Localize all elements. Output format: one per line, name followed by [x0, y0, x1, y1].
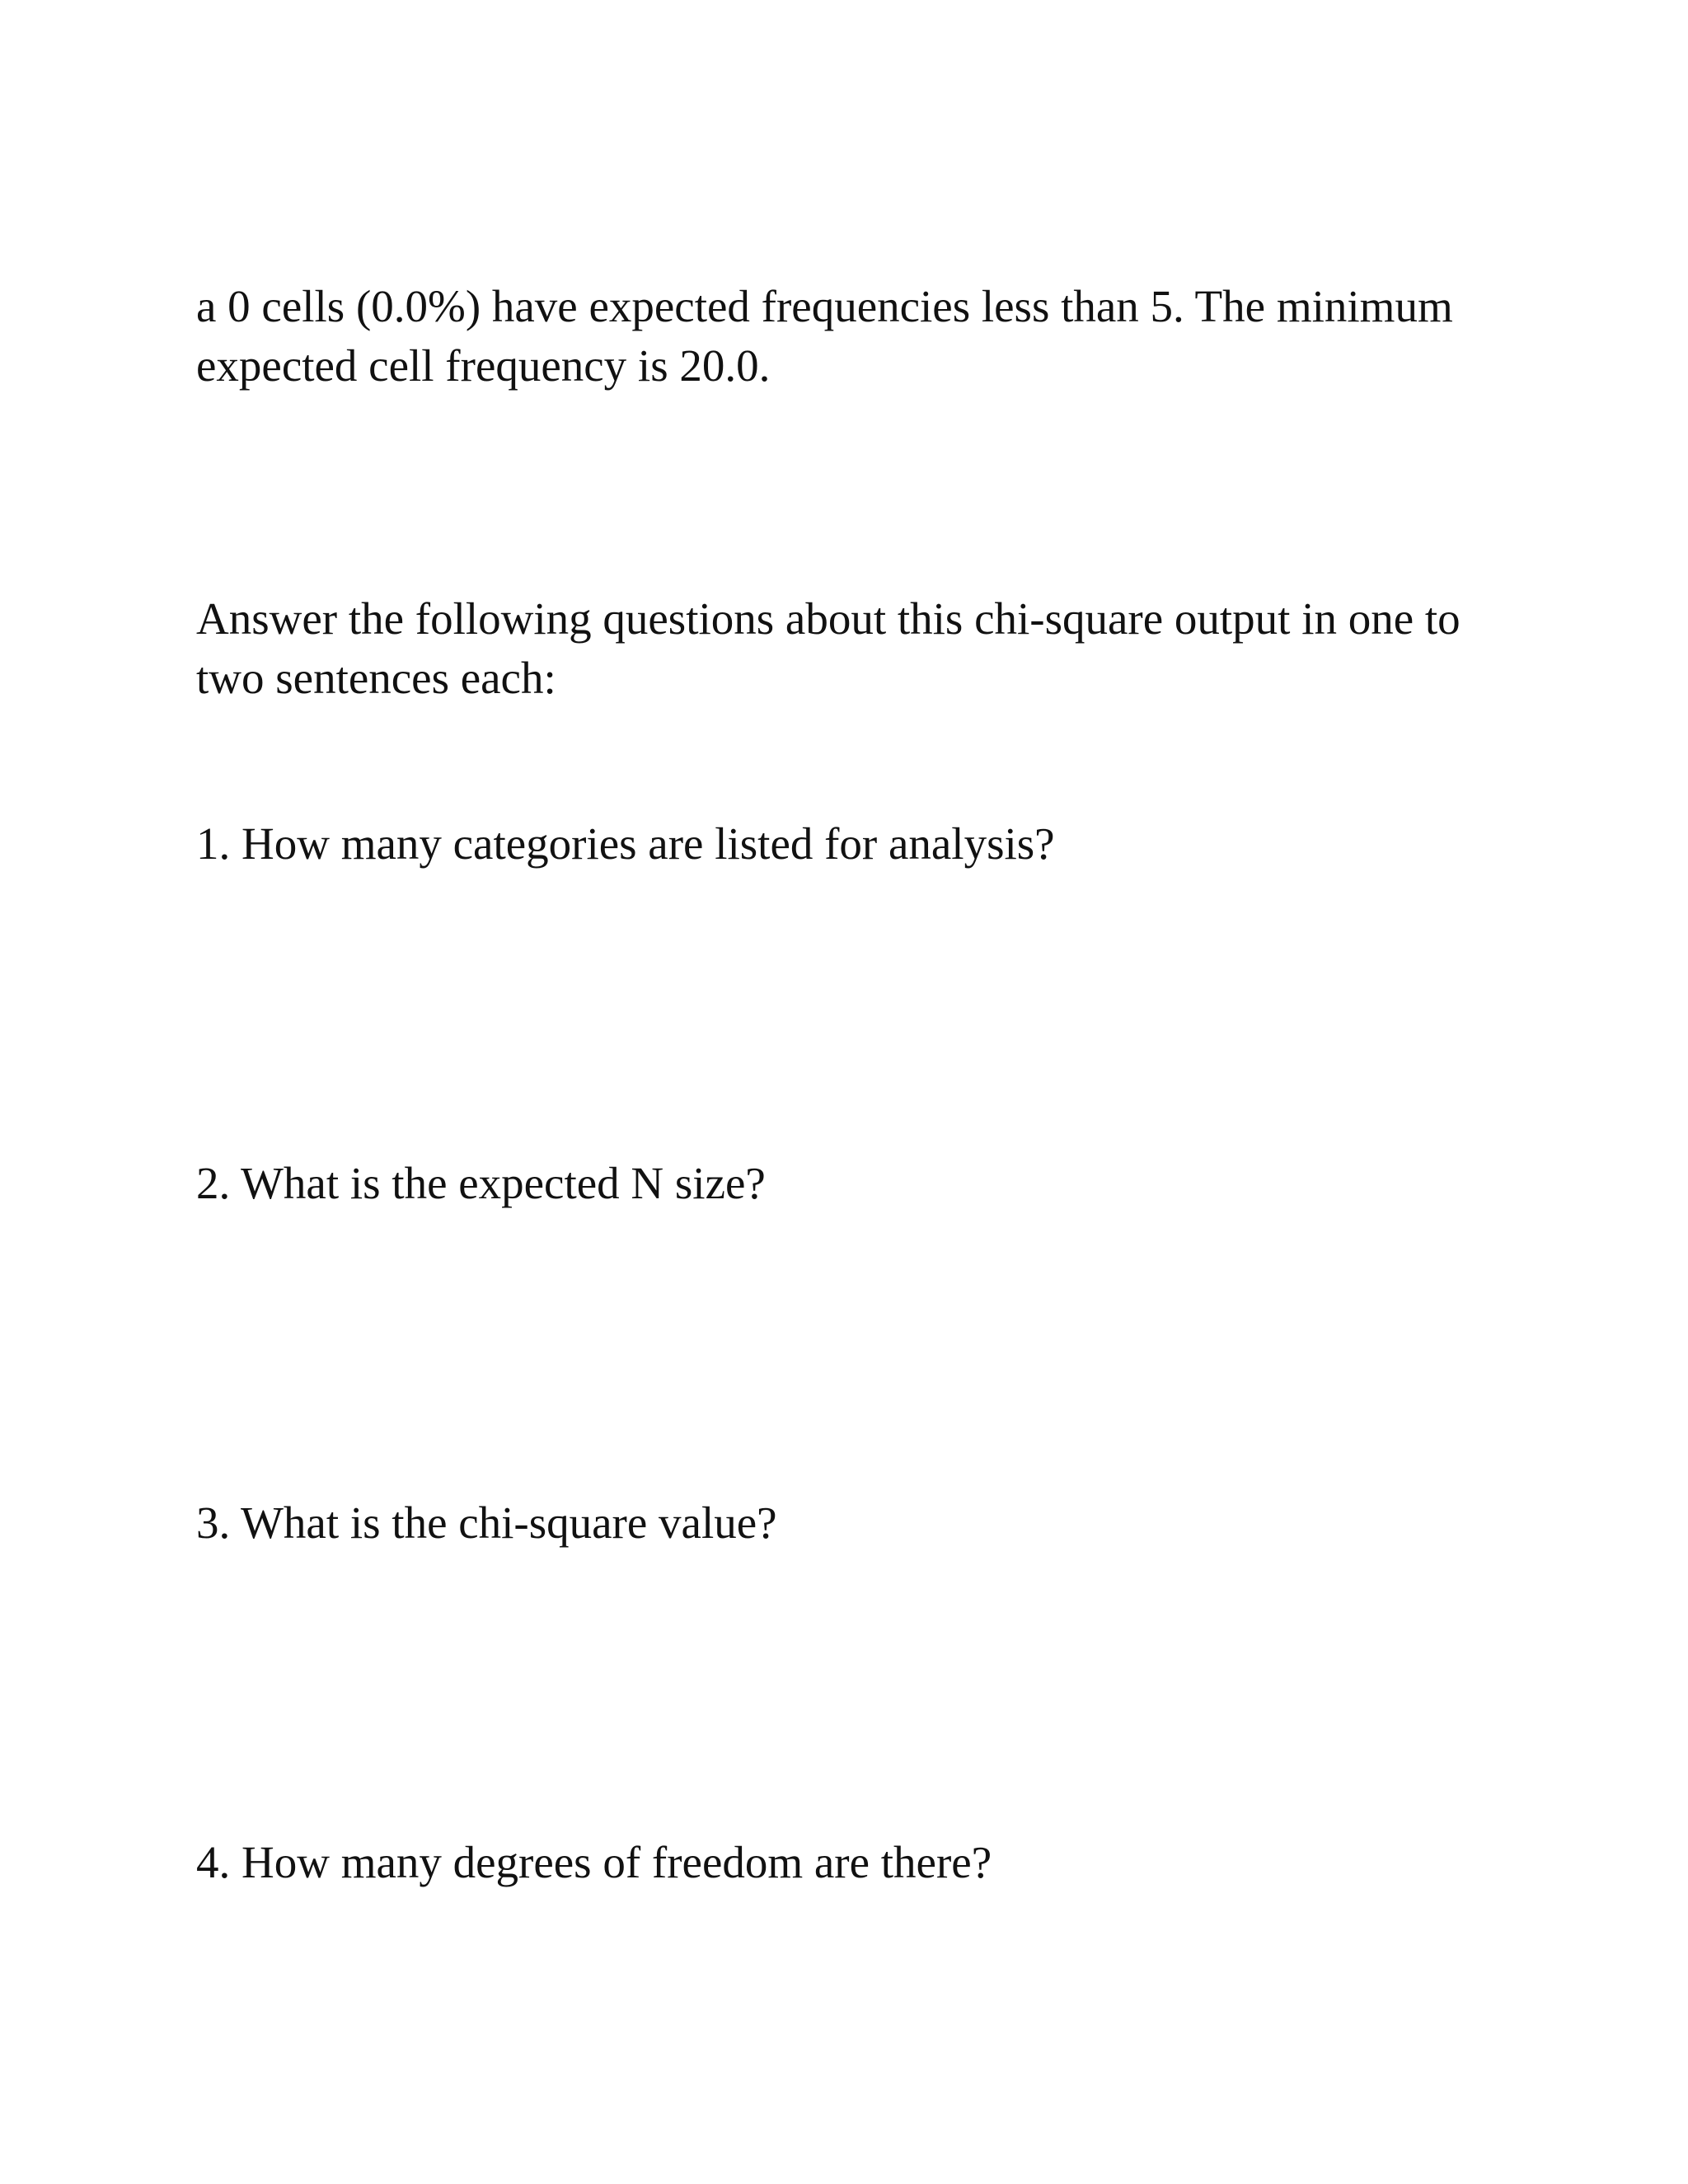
question-3: 3. What is the chi-square value? [196, 1497, 777, 1548]
instructions-text: Answer the following questions about this chi-square output in one to two sentences each: [196, 593, 1461, 703]
question-1: 1. How many categories are listed for analysis? [196, 818, 1055, 869]
question-2: 2. What is the expected N size? [196, 1158, 766, 1208]
table-footnote: a 0 cells (0.0%) have expected frequencies less than 5. The minimum expected cell frequency is 20.0. [196, 281, 1453, 391]
question-4: 4. How many degrees of freedom are there? [196, 1837, 992, 1887]
